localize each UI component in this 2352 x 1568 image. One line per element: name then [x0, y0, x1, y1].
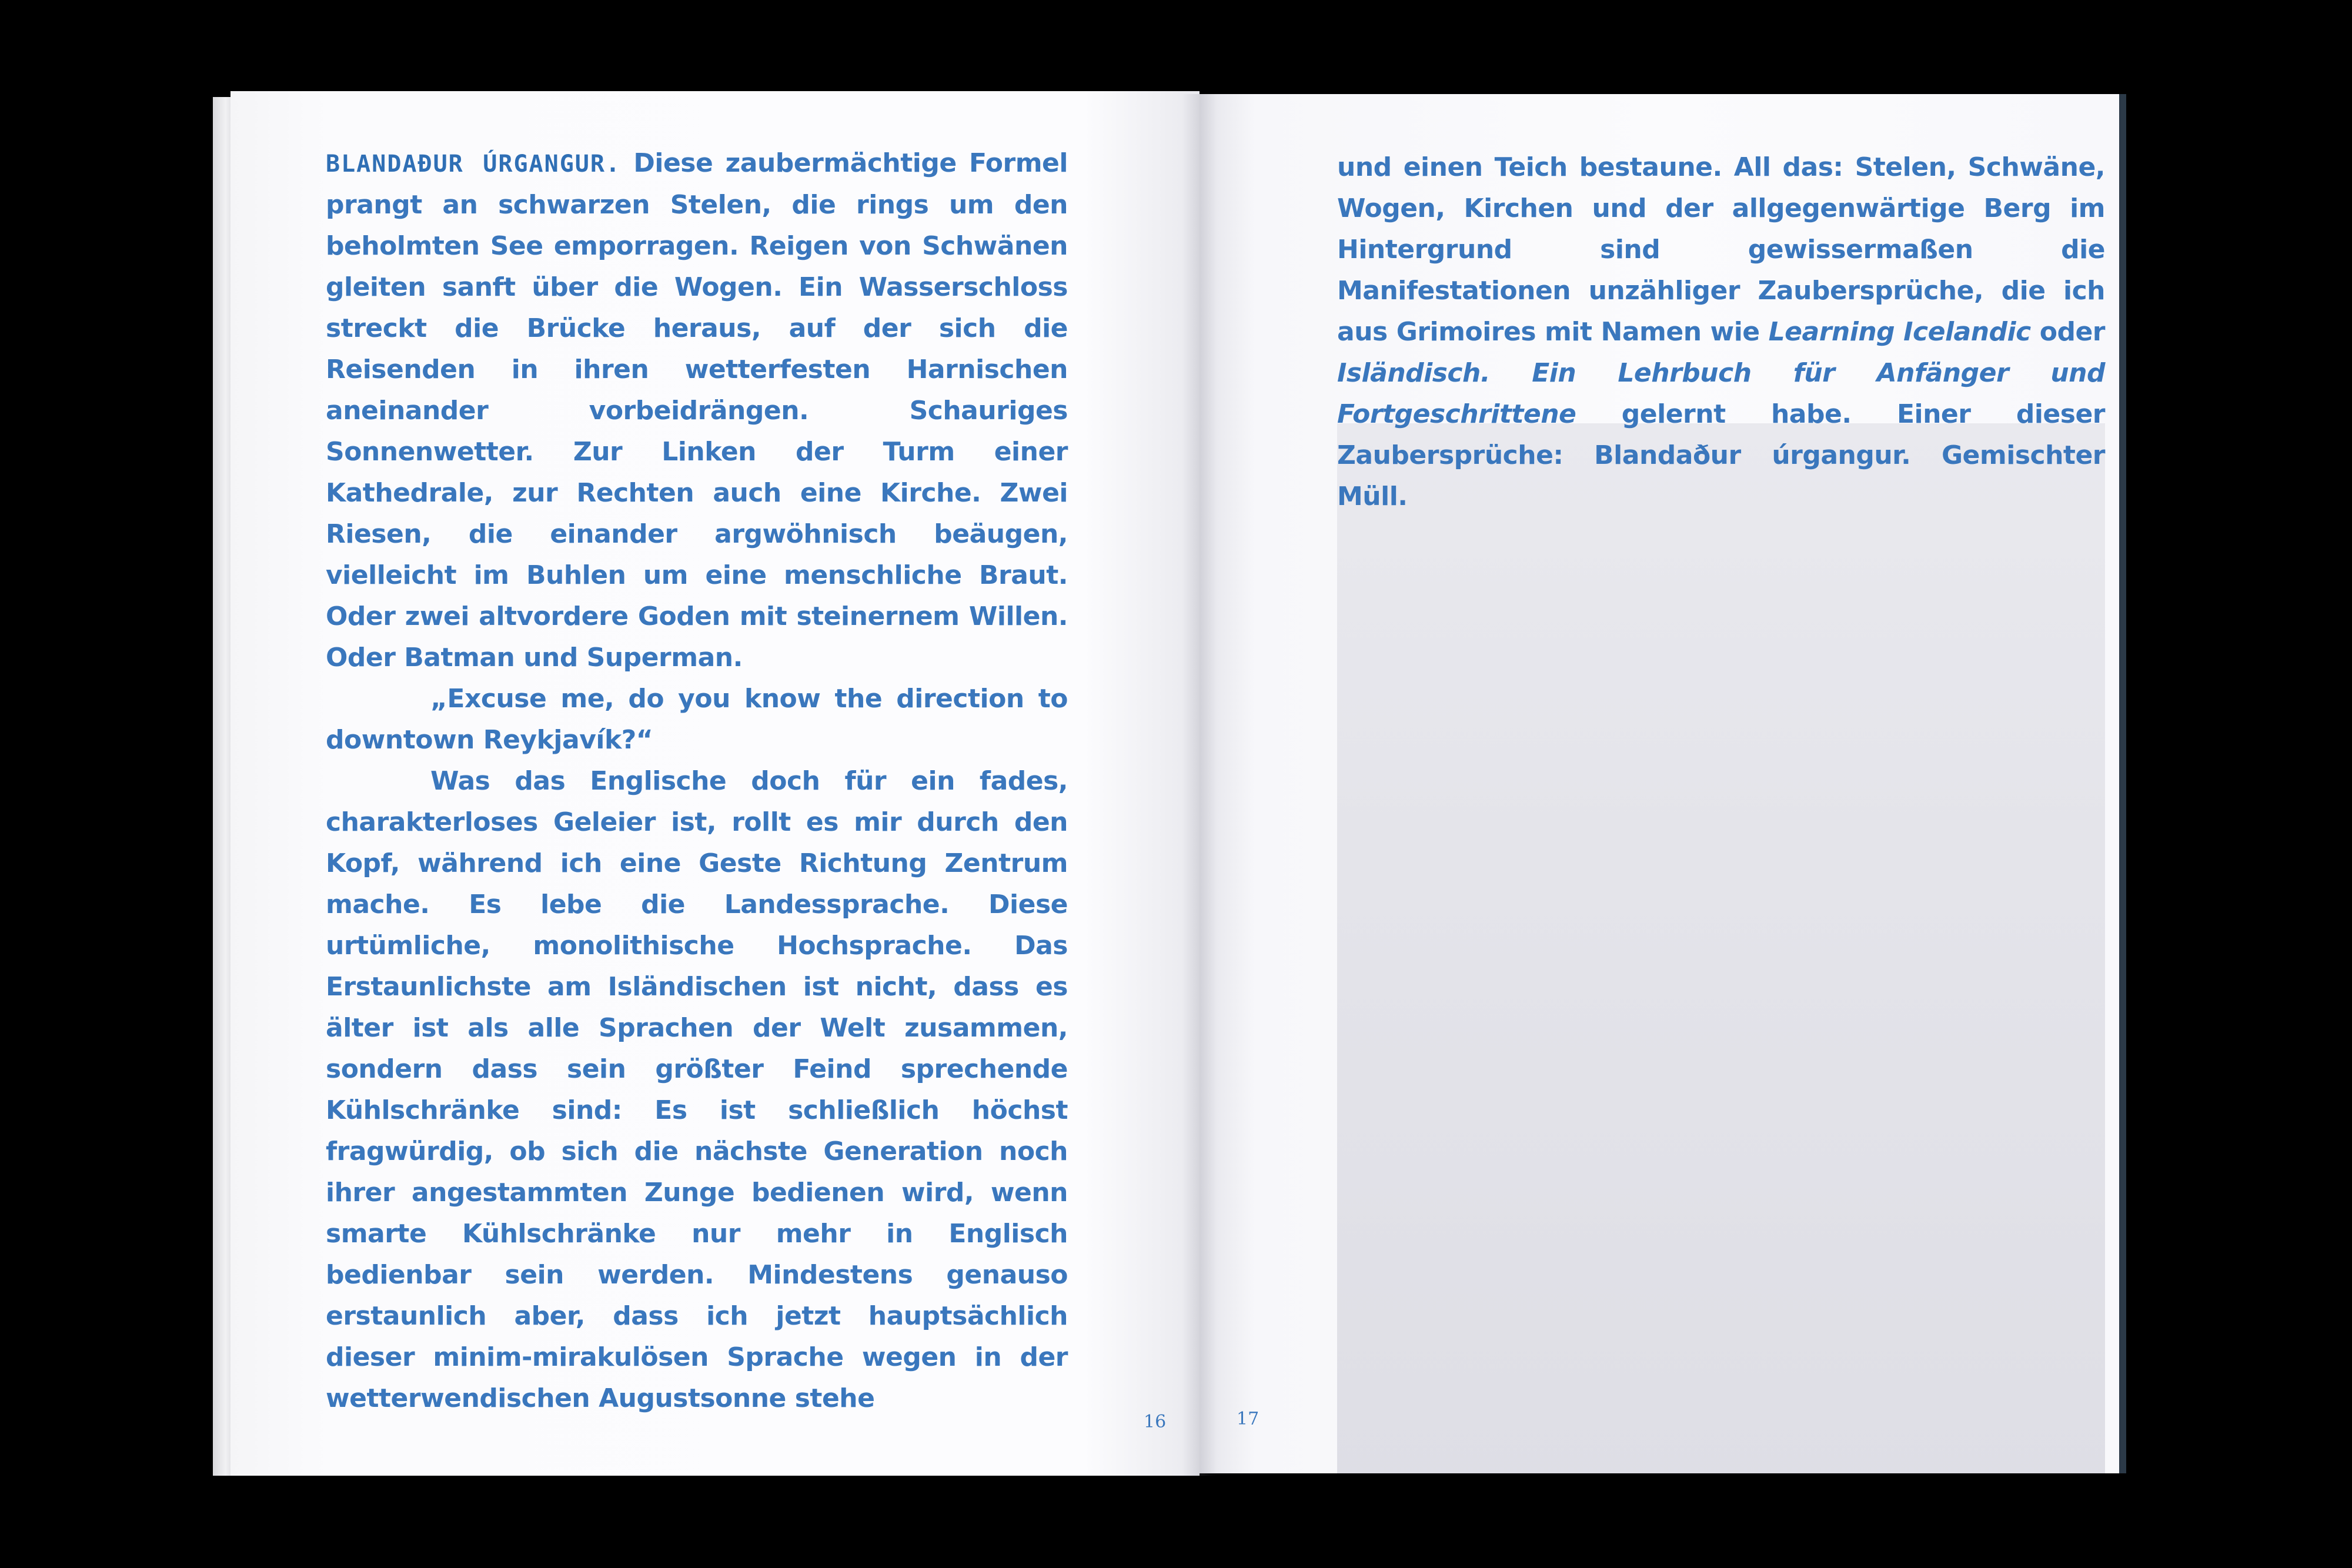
book-gutter — [1182, 94, 1217, 1476]
book-cover-edge — [2119, 94, 2126, 1473]
section-headline: BLANDAÐUR ÚRGANGUR. — [326, 151, 622, 178]
right-text-part-b: oder — [2030, 317, 2105, 347]
page-number-left: 16 — [1144, 1412, 1167, 1432]
right-page — [1200, 94, 2122, 1473]
right-paragraph — [1337, 147, 2105, 517]
left-paragraph-1 — [326, 143, 1068, 678]
right-page-text — [1337, 147, 2105, 517]
left-page-text — [326, 143, 1068, 1419]
left-paragraph-1-body: Diese zaubermächtige Formel prangt an schwarzen Stelen, die rings um den beholmten See emporragen. Reigen von Schwänen gleiten sanft über die Wogen. Ein Wasserschloss streckt die Brücke heraus, auf der sich die Reisenden in ihren wetterfesten Harnischen aneinander vorbeidrängen. Schauriges Sonnenwetter. Zur Linken der Turm einer Kathedrale, zur Rechten auch eine Kirche. Zwei Riesen, die einander argwöhnisch beäugen, vielleicht im Buhlen um eine menschliche Braut. Oder zwei altvordere Goden mit steinernem Willen. Oder Batman und Superman. — [326, 148, 1068, 673]
book-title-learning-icelandic: Learning Icelandic — [1768, 317, 2031, 347]
left-paragraph-3: Was das Englische doch für ein fades, charakterloses Geleier ist, rollt es mir durch den Kopf, während ich eine Geste Richtung Zentrum mache. Es lebe die Landessprache. Diese urtümliche, monolithische Hochsprache. Das Erstaunlichste am Isländischen ist nicht, dass es älter ist als alle Sprachen der Welt zusammen, sondern dass sein größter Feind sprechende Kühlschränke sind: Es ist schließlich höchst fragwürdig, ob sich die nächste Generation noch ihrer angestammten Zunge bedienen wird, wenn smarte Kühlschränke nur mehr in Englisch bedienbar sein werden. Mindestens genauso erstaunlich aber, dass ich jetzt hauptsächlich dieser minim-mirakulösen Sprache wegen in der wetterwendischen Augustsonne stehe — [326, 766, 1068, 1413]
left-page — [230, 91, 1200, 1476]
book-title-islaendisch: Isländisch. Ein Lehrbuch für Anfänger und Fortgeschrittene — [1337, 358, 2105, 429]
right-text-part-c: gelernt habe. Einer dieser Zaubersprüche: Blandaður úrgangur. Gemischter Müll. — [1337, 399, 2105, 511]
right-text-part-a: und einen Teich bestaune. All das: Stelen, Schwäne, Wogen, Kirchen und der allgegenwärtige Berg im Hintergrund sind gewissermaßen die Manifestationen unzähliger Zaubersprüche, die ich aus Grimoires mit Namen wie — [1337, 152, 2105, 347]
left-paragraph-2: „Excuse me, do you know the direction to downtown Reykjavík?“ — [326, 684, 1068, 755]
page-number-right: 17 — [1237, 1409, 1259, 1429]
show-through-photo — [1337, 423, 2105, 1473]
